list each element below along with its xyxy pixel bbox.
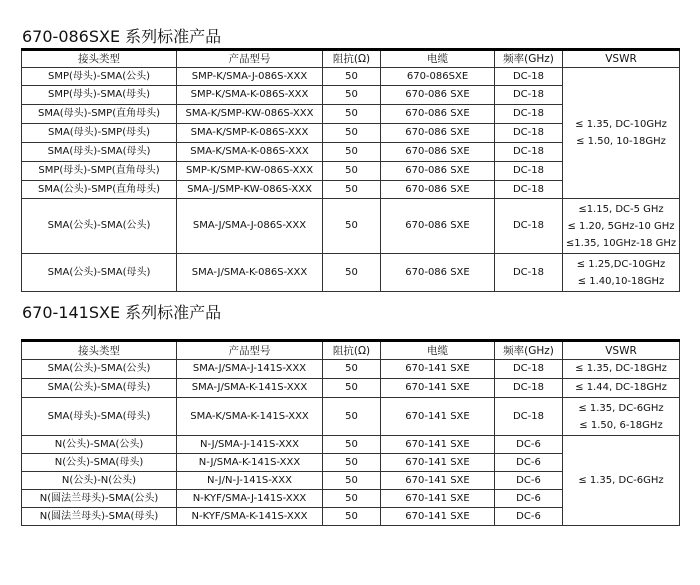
cell-frequency: DC-18 bbox=[495, 254, 563, 292]
table-row bbox=[22, 360, 680, 379]
cell-cable: 670-086 SXE bbox=[381, 181, 495, 199]
cell-frequency: DC-18 bbox=[495, 181, 563, 199]
vswr-line: ≤ 1.40,10-18GHz bbox=[577, 275, 665, 287]
header-vswr: VSWR bbox=[563, 341, 680, 360]
cell-part-number: SMA-J/SMA-J-141S-XXX bbox=[177, 360, 323, 379]
table-row bbox=[22, 398, 680, 436]
table-row bbox=[22, 199, 680, 254]
vswr-line: ≤ 1.50, 10-18GHz bbox=[576, 136, 666, 147]
header-frequency: 频率(GHz) bbox=[495, 50, 563, 68]
cell-cable: 670-086 SXE bbox=[381, 124, 495, 143]
cell-cable: 670-141 SXE bbox=[381, 508, 495, 526]
table-header-row bbox=[22, 50, 680, 68]
cell-vswr bbox=[563, 254, 680, 292]
cell-cable: 670-086 SXE bbox=[381, 105, 495, 124]
cell-vswr bbox=[563, 398, 680, 436]
cell-cable: 670-141 SXE bbox=[381, 436, 495, 454]
cell-connector-type: SMP(母头)-SMP(直角母头) bbox=[22, 162, 177, 181]
cell-impedance: 50 bbox=[323, 68, 381, 86]
vswr-line: ≤1.15, DC-5 GHz bbox=[578, 203, 664, 215]
cell-cable: 670-086 SXE bbox=[381, 199, 495, 254]
table-670-141sxe bbox=[21, 339, 680, 526]
vswr-line: ≤ 1.20, 5GHz-10 GHz bbox=[567, 220, 675, 232]
cell-cable: 670-141 SXE bbox=[381, 454, 495, 472]
cell-part-number: SMA-K/SMA-K-141S-XXX bbox=[177, 398, 323, 436]
cell-part-number: SMA-K/SMP-K-086S-XXX bbox=[177, 124, 323, 143]
header-cable: 电缆 bbox=[381, 341, 495, 360]
cell-connector-type: SMA(公头)-SMA(母头) bbox=[22, 379, 177, 398]
cell-vswr-group: ≤ 1.35, DC-6GHz bbox=[563, 436, 680, 526]
cell-part-number: N-J/SMA-J-141S-XXX bbox=[177, 436, 323, 454]
cell-frequency: DC-18 bbox=[495, 143, 563, 162]
cell-connector-type: SMA(公头)-SMA(公头) bbox=[22, 360, 177, 379]
vswr-line: ≤ 1.25,DC-10GHz bbox=[576, 258, 666, 270]
header-impedance: 阻抗(Ω) bbox=[323, 50, 381, 68]
cell-impedance: 50 bbox=[323, 86, 381, 105]
cell-impedance: 50 bbox=[323, 472, 381, 490]
header-vswr: VSWR bbox=[563, 50, 680, 68]
cell-frequency: DC-18 bbox=[495, 162, 563, 181]
table-header-row bbox=[22, 341, 680, 360]
header-connector-type: 接头类型 bbox=[22, 50, 177, 68]
cell-part-number: SMA-J/SMA-K-086S-XXX bbox=[177, 254, 323, 292]
cell-part-number: SMP-K/SMA-K-086S-XXX bbox=[177, 86, 323, 105]
cell-connector-type: SMP(母头)-SMA(公头) bbox=[22, 68, 177, 86]
cell-connector-type: N(公头)-N(公头) bbox=[22, 472, 177, 490]
cell-frequency: DC-18 bbox=[495, 360, 563, 379]
cell-frequency: DC-18 bbox=[495, 105, 563, 124]
cell-frequency: DC-18 bbox=[495, 398, 563, 436]
cell-impedance: 50 bbox=[323, 199, 381, 254]
cell-cable: 670-086 SXE bbox=[381, 143, 495, 162]
cell-frequency: DC-18 bbox=[495, 199, 563, 254]
header-part-number: 产品型号 bbox=[177, 50, 323, 68]
cell-connector-type: SMA(母头)-SMA(母头) bbox=[22, 143, 177, 162]
cell-impedance: 50 bbox=[323, 162, 381, 181]
cell-part-number: SMA-J/SMA-K-141S-XXX bbox=[177, 379, 323, 398]
cell-connector-type: N(圆法兰母头)-SMA(公头) bbox=[22, 490, 177, 508]
cell-impedance: 50 bbox=[323, 124, 381, 143]
cell-connector-type: SMA(母头)-SMP(母头) bbox=[22, 124, 177, 143]
cell-connector-type: SMA(母头)-SMA(母头) bbox=[22, 398, 177, 436]
cell-cable: 670-086 SXE bbox=[381, 254, 495, 292]
cell-frequency: DC-6 bbox=[495, 454, 563, 472]
cell-connector-type: N(公头)-SMA(公头) bbox=[22, 436, 177, 454]
cell-cable: 670-141 SXE bbox=[381, 360, 495, 379]
cell-part-number: SMA-K/SMP-KW-086S-XXX bbox=[177, 105, 323, 124]
header-part-number: 产品型号 bbox=[177, 341, 323, 360]
cell-vswr: ≤ 1.35, DC-18GHz bbox=[563, 360, 680, 379]
cell-connector-type: SMP(母头)-SMA(母头) bbox=[22, 86, 177, 105]
table-670-086sxe bbox=[21, 48, 680, 292]
cell-part-number: N-J/N-J-141S-XXX bbox=[177, 472, 323, 490]
vswr-line: ≤1.35, 10GHz-18 GHz bbox=[565, 237, 677, 249]
cell-cable: 670-141 SXE bbox=[381, 490, 495, 508]
cell-impedance: 50 bbox=[323, 360, 381, 379]
section-2-title: 670-141SXE 系列标准产品 bbox=[22, 303, 222, 322]
header-cable: 电缆 bbox=[381, 50, 495, 68]
cell-impedance: 50 bbox=[323, 490, 381, 508]
cell-impedance: 50 bbox=[323, 454, 381, 472]
cell-frequency: DC-6 bbox=[495, 436, 563, 454]
cell-impedance: 50 bbox=[323, 379, 381, 398]
cell-cable: 670-141 SXE bbox=[381, 398, 495, 436]
cell-vswr-group bbox=[563, 68, 680, 199]
vswr-line: ≤ 1.50, 6-18GHz bbox=[579, 419, 663, 431]
cell-connector-type: SMA(公头)-SMP(直角母头) bbox=[22, 181, 177, 199]
cell-frequency: DC-18 bbox=[495, 124, 563, 143]
header-frequency: 频率(GHz) bbox=[495, 341, 563, 360]
cell-impedance: 50 bbox=[323, 254, 381, 292]
header-impedance: 阻抗(Ω) bbox=[323, 341, 381, 360]
cell-part-number: N-KYF/SMA-K-141S-XXX bbox=[177, 508, 323, 526]
cell-part-number: N-J/SMA-K-141S-XXX bbox=[177, 454, 323, 472]
cell-impedance: 50 bbox=[323, 436, 381, 454]
cell-frequency: DC-6 bbox=[495, 472, 563, 490]
vswr-line: ≤ 1.35, DC-6GHz bbox=[578, 402, 664, 414]
table-row bbox=[22, 436, 680, 454]
cell-connector-type: SMA(公头)-SMA(公头) bbox=[22, 199, 177, 254]
cell-part-number: SMA-J/SMA-J-086S-XXX bbox=[177, 199, 323, 254]
cell-frequency: DC-18 bbox=[495, 379, 563, 398]
cell-connector-type: N(圆法兰母头)-SMA(母头) bbox=[22, 508, 177, 526]
table-row bbox=[22, 254, 680, 292]
cell-cable: 670-086 SXE bbox=[381, 86, 495, 105]
cell-connector-type: SMA(母头)-SMP(直角母头) bbox=[22, 105, 177, 124]
vswr-line: ≤ 1.35, DC-10GHz bbox=[575, 119, 667, 130]
cell-part-number: SMP-K/SMP-KW-086S-XXX bbox=[177, 162, 323, 181]
cell-part-number: SMP-K/SMA-J-086S-XXX bbox=[177, 68, 323, 86]
cell-impedance: 50 bbox=[323, 105, 381, 124]
cell-part-number: N-KYF/SMA-J-141S-XXX bbox=[177, 490, 323, 508]
cell-part-number: SMA-J/SMP-KW-086S-XXX bbox=[177, 181, 323, 199]
cell-frequency: DC-6 bbox=[495, 508, 563, 526]
cell-impedance: 50 bbox=[323, 181, 381, 199]
cell-vswr bbox=[563, 199, 680, 254]
cell-cable: 670-141 SXE bbox=[381, 379, 495, 398]
section-1-title: 670-086SXE 系列标准产品 bbox=[22, 27, 222, 46]
cell-connector-type: N(公头)-SMA(母头) bbox=[22, 454, 177, 472]
cell-cable: 670-141 SXE bbox=[381, 472, 495, 490]
cell-frequency: DC-18 bbox=[495, 68, 563, 86]
table-row bbox=[22, 379, 680, 398]
table-row bbox=[22, 68, 680, 86]
cell-part-number: SMA-K/SMA-K-086S-XXX bbox=[177, 143, 323, 162]
cell-connector-type: SMA(公头)-SMA(母头) bbox=[22, 254, 177, 292]
header-connector-type: 接头类型 bbox=[22, 341, 177, 360]
cell-impedance: 50 bbox=[323, 508, 381, 526]
cell-cable: 670-086SXE bbox=[381, 68, 495, 86]
cell-impedance: 50 bbox=[323, 398, 381, 436]
cell-vswr: ≤ 1.44, DC-18GHz bbox=[563, 379, 680, 398]
cell-cable: 670-086 SXE bbox=[381, 162, 495, 181]
cell-impedance: 50 bbox=[323, 143, 381, 162]
cell-frequency: DC-18 bbox=[495, 86, 563, 105]
cell-frequency: DC-6 bbox=[495, 490, 563, 508]
